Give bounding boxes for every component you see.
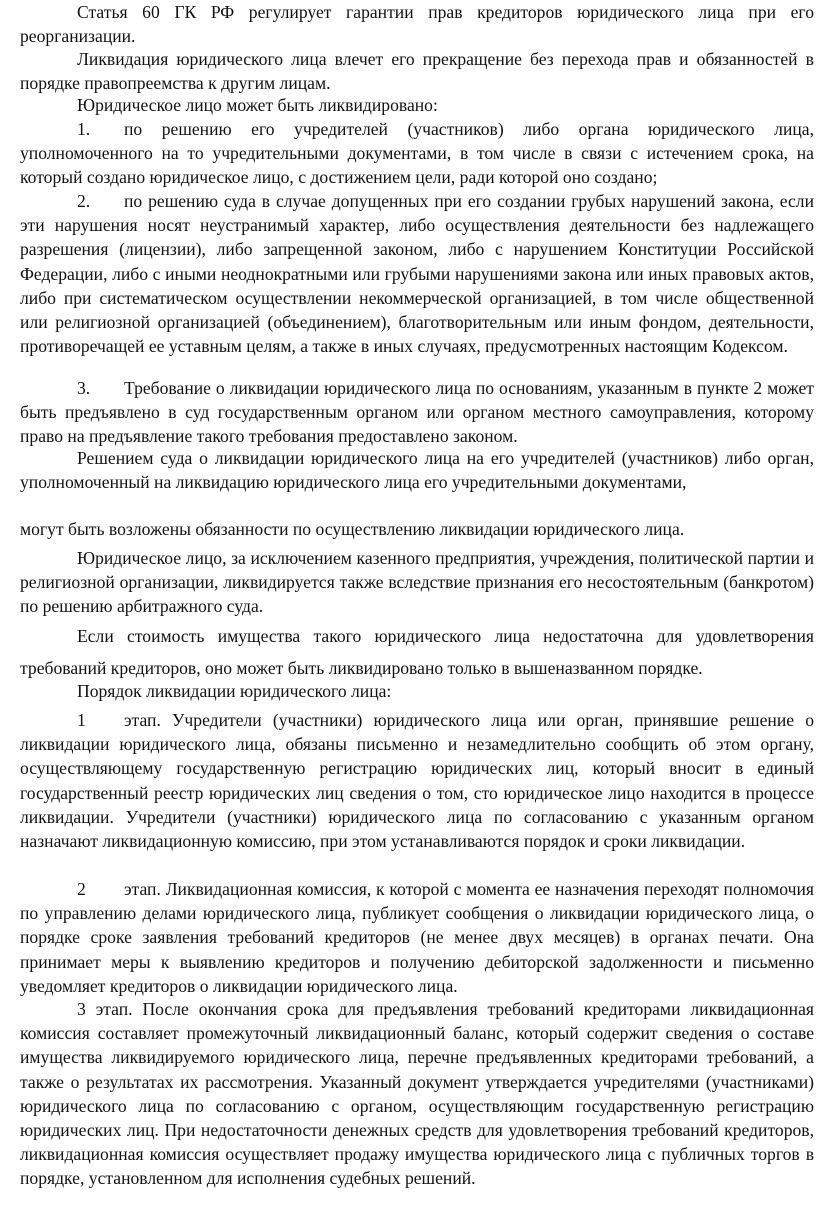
list-item-1 xyxy=(20,117,814,190)
paragraph-obligations: могут быть возложены обязанности по осуществлению ликвидации юридического лица. xyxy=(20,519,685,539)
paragraph-liquidation-definition: Ликвидация юридического лица влечет его прекращение без перехода прав и обязанностей в порядке правопреемства к другим лицам. xyxy=(20,49,814,94)
stage-text: этап. Ликвидационная комиссия, к которой с момента ее назначения переходят полномочия по управлению делами юридического лица, публикует сообщения о ликвидации юридического лица, о порядке сроке заявления требований кредиторов (не менее двух месяцев) в органах печати. Она принимает меры к выявлению кредиторов и получению дебиторской задолженности и письменно уведомляет кредиторов о ликвидации юридического лица. xyxy=(20,879,814,996)
list-number: 1. xyxy=(77,119,91,139)
stage-1 xyxy=(20,708,814,853)
list-item-text: по решению суда в случае допущенных при его создании грубых нарушений закона, если эти нарушения носят неустранимый характер, либо осуществления деятельности без надлежащего разрешения (лицензии), либо запрещенной законом, либо с нарушением Конституции Российской Федерации, либо с иными неоднократными или грубыми нарушениями закона или иных правовых актов, либо при систематическом осуществлении некоммерческой организацией, в том числе общественной или религиозной организацией (объединением), благотворительным или иным фондом, деятельности, противоречащей ее уставным целям, а также в иных случаях, предусмотренных настоящим Кодексом. xyxy=(20,191,814,357)
stage-text: этап. Учредители (участники) юридического лица или орган, принявшие решение о ликвидации юридического лица, обязаны письменно и незамедлительно сообщить об этом органу, осуществляющему государственную регистрацию юридических лиц, который вносит в единый государственный реестр юридических лиц сведения о том, сто юридическое лицо находится в процессе ликвидации. Учредители (участники) юридического лица по согласованию с указанным органом назначают ликвидационную комиссию, при этом устанавливаются порядок и сроки ликвидации. xyxy=(20,710,814,852)
list-item-text: Требование о ликвидации юридического лица по основаниям, указанным в пункте 2 может быть предъявлено в суд государственным органом или органом местного самоуправления, которому право на предъявление такого требования предоставлено законом. xyxy=(20,378,814,447)
paragraph-court-decision: Решением суда о ликвидации юридического лица на его учредителей (участников) либо орган, уполномоченный на ликвидацию юридического лица его учредительными документами, xyxy=(20,448,814,493)
list-item-3 xyxy=(20,376,814,449)
stage-number: 2 xyxy=(77,879,86,899)
list-item-2 xyxy=(20,189,814,358)
paragraph-insufficient-property: Если стоимость имущества такого юридического лица недостаточна для удовлетворения требований кредиторов, оно может быть ликвидировано только в вышеназванном порядке. xyxy=(20,626,814,678)
paragraph-may-be-liquidated: Юридическое лицо может быть ликвидировано: xyxy=(77,95,438,115)
list-item-text: по решению его учредителей (участников) либо органа юридического лица, уполномоченного на то учредительными документами, в том числе в связи с истечением срока, на который создано юридическое лицо, с достижением цели, ради которой оно создано; xyxy=(20,119,814,188)
stage-3: 3 этап. После окончания срока для предъявления требований кредиторами ликвидационная комиссия составляет промежуточный ликвидационный баланс, который содержит сведения о составе имущества ликвидируемого юридического лица, перечне предъявленных кредиторами требований, а также о результатах их рассмотрения. Указанный документ утверждается учредителями (участниками) юридического лица по согласованию с органом, осуществляющим государственную регистрацию юридических лиц. При недостаточности денежных средств для удовлетворения требований кредиторов, ликвидационная комиссия осуществляет продажу имущества юридического лица с публичных торгов в порядке, установленном для исполнения судебных решений. xyxy=(20,999,814,1189)
stage-number: 1 xyxy=(77,710,86,730)
paragraph-bankruptcy: Юридическое лицо, за исключением казенного предприятия, учреждения, политической партии и религиозной организации, ликвидируется также вследствие признания его несостоятельным (банкротом) по решению арбитражного суда. xyxy=(20,548,814,617)
stage-2 xyxy=(20,877,814,998)
paragraph-article-60: Статья 60 ГК РФ регулирует гарантии прав кредиторов юридического лица при его реорганизации. xyxy=(20,2,814,47)
list-number: 2. xyxy=(77,191,91,211)
paragraph-liquidation-procedure: Порядок ликвидации юридического лица: xyxy=(77,681,392,701)
list-number: 3. xyxy=(77,378,91,398)
